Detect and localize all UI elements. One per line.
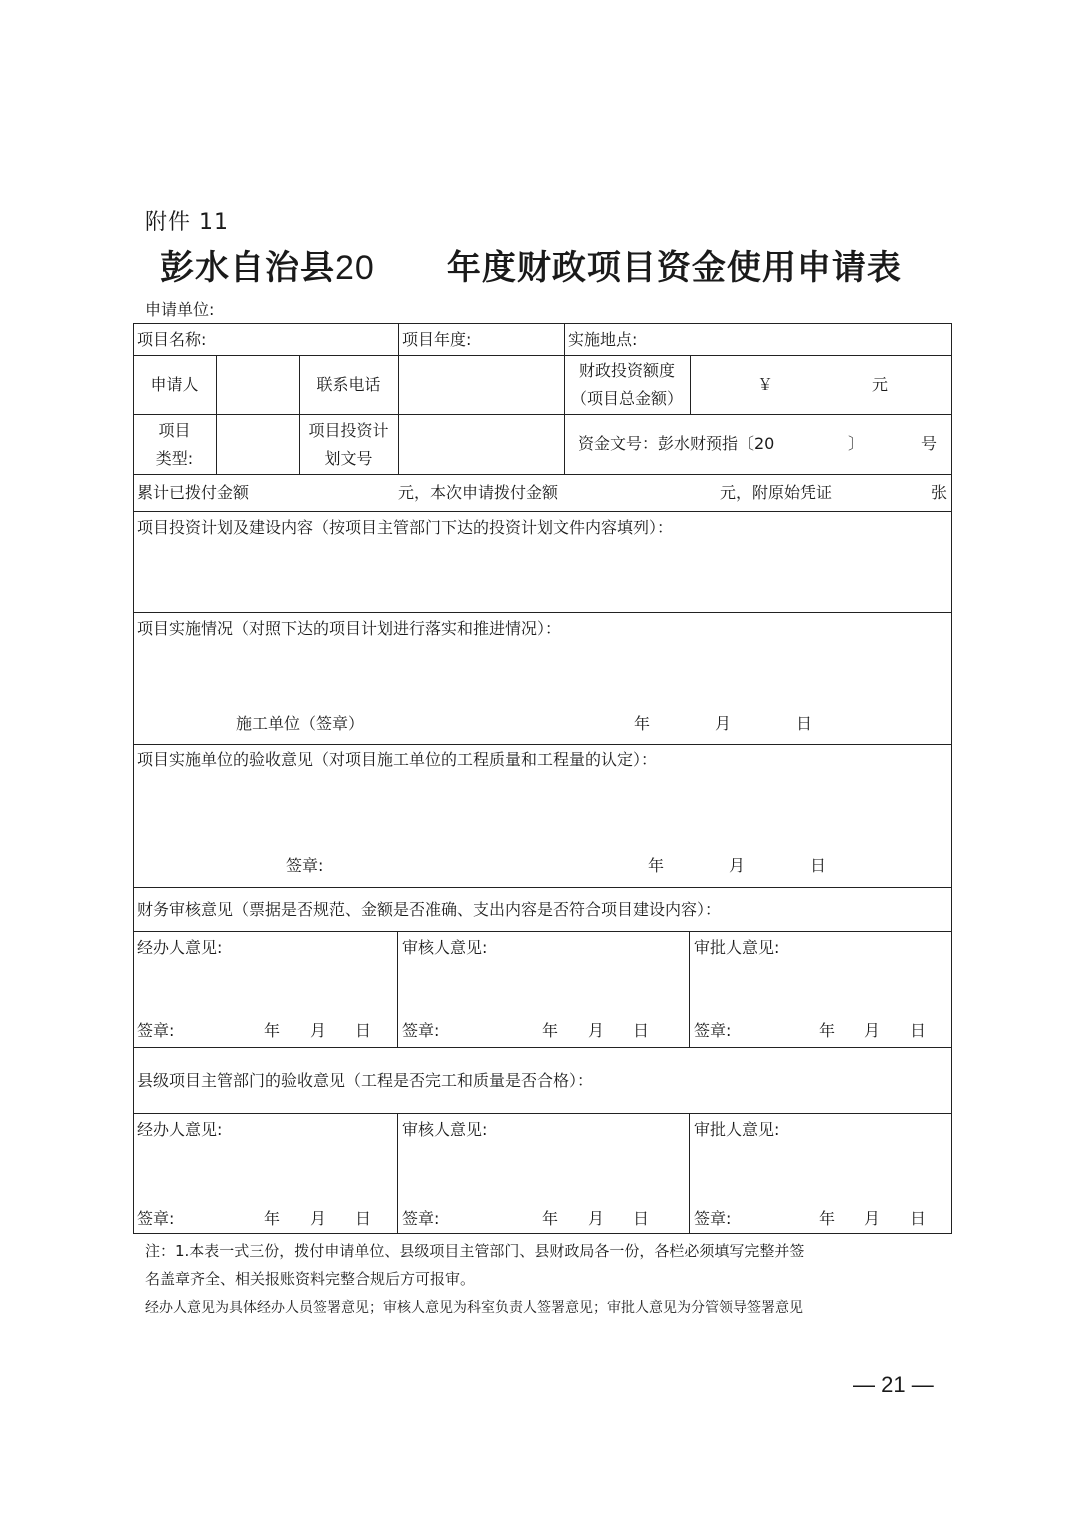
- row-divider: [133, 511, 952, 512]
- cumulative-paid-label: 累计已拨付金额: [137, 483, 250, 502]
- seal-label: 签章:: [137, 1021, 175, 1040]
- seal-label: 签章:: [286, 856, 324, 875]
- note-line-3: 经办人意见为具体经办人员签署意见；审核人意见为科室负责人签署意见；审批人意见为分管领导签署意见: [145, 1300, 803, 1316]
- fund-doc-hao: 号: [921, 434, 938, 453]
- col-divider: [398, 323, 399, 355]
- col-divider: [397, 931, 398, 1047]
- current-request-label: 元，本次申请拨付金额: [398, 483, 559, 502]
- date-year: 年: [542, 1021, 559, 1040]
- county-acceptance-label: 县级项目主管部门的验收意见（工程是否完工和质量是否合格）：: [137, 1071, 594, 1090]
- applicant-unit-label: 申请单位:: [145, 300, 215, 319]
- seal-label: 签章:: [694, 1021, 732, 1040]
- col-divider: [689, 931, 690, 1047]
- page-number: — 21 —: [853, 1372, 934, 1397]
- row-divider: [133, 931, 952, 932]
- note-line-1: 注：1.本表一式三份，拨付申请单位、县级项目主管部门、县财政局各一份，各栏必须填写完整并签: [145, 1242, 805, 1260]
- seal-label: 签章:: [137, 1209, 175, 1228]
- reviewer-opinion-label: 审核人意见:: [402, 1120, 488, 1139]
- plan-doc-line1: 项目投资计: [308, 421, 389, 440]
- seal-label: 签章:: [402, 1209, 440, 1228]
- row-divider: [133, 1047, 952, 1048]
- approver-opinion-label: 审批人意见:: [694, 1120, 780, 1139]
- date-month: 月: [729, 856, 746, 875]
- col-divider: [689, 1113, 690, 1234]
- date-year: 年: [819, 1021, 836, 1040]
- date-month: 月: [310, 1021, 327, 1040]
- fund-doc-close-bracket: 〕: [848, 434, 865, 453]
- approver-opinion-label: 审批人意见:: [694, 938, 780, 957]
- attachment-label: 附件 11: [145, 210, 229, 235]
- date-day: 日: [355, 1021, 372, 1040]
- amount-label-line2: （项目总金额）: [570, 389, 683, 408]
- reviewer-opinion-label: 审核人意见:: [402, 938, 488, 957]
- date-month: 月: [310, 1209, 327, 1228]
- handler-opinion-label: 经办人意见:: [137, 938, 223, 957]
- date-year: 年: [264, 1021, 281, 1040]
- row-divider: [133, 355, 952, 356]
- handler-opinion-label: 经办人意见:: [137, 1120, 223, 1139]
- date-month: 月: [588, 1021, 605, 1040]
- amount-label-line1: 财政投资额度: [578, 361, 675, 380]
- seal-label: 签章:: [694, 1209, 732, 1228]
- row-divider: [133, 887, 952, 888]
- title-right: 年度财政项目资金使用申请表: [446, 248, 902, 288]
- page-title: [160, 240, 902, 289]
- location-label: 实施地点:: [568, 330, 638, 349]
- yuan-unit: 元: [872, 375, 889, 394]
- acceptance-label: 项目实施单位的验收意见（对项目施工单位的工程质量和工程量的认定）：: [137, 750, 658, 769]
- seal-label: 签章:: [402, 1021, 440, 1040]
- date-year: 年: [648, 856, 665, 875]
- title-year: 20: [335, 249, 375, 287]
- col-divider: [397, 1113, 398, 1234]
- date-year: 年: [542, 1209, 559, 1228]
- implementation-label: 项目实施情况（对照下达的项目计划进行落实和推进情况）：: [137, 619, 562, 638]
- plan-content-label: 项目投资计划及建设内容（按项目主管部门下达的投资计划文件内容填列）：: [137, 518, 674, 537]
- title-left: 彭水自治县: [160, 248, 335, 288]
- col-divider: [690, 355, 691, 414]
- date-month: 月: [588, 1209, 605, 1228]
- row-divider: [133, 612, 952, 613]
- voucher-unit: 张: [931, 483, 948, 502]
- col-divider: [398, 355, 399, 474]
- col-divider: [216, 355, 217, 474]
- date-year: 年: [264, 1209, 281, 1228]
- date-month: 月: [864, 1021, 881, 1040]
- finance-review-label: 财务审核意见（票据是否规范、金额是否准确、支出内容是否符合项目建设内容）：: [137, 900, 722, 919]
- date-month: 月: [864, 1209, 881, 1228]
- date-day: 日: [355, 1209, 372, 1228]
- phone-label: 联系电话: [316, 375, 381, 394]
- note-line-2: 名盖章齐全、相关报账资料完整合规后方可报审。: [145, 1270, 476, 1288]
- construction-unit-seal: 施工单位（签章）: [236, 714, 365, 733]
- row-divider: [133, 744, 952, 745]
- applicant-label: 申请人: [150, 375, 199, 394]
- row-divider: [133, 474, 952, 475]
- date-month: 月: [715, 714, 732, 733]
- date-day: 日: [910, 1209, 927, 1228]
- project-year-label: 项目年度:: [402, 330, 472, 349]
- project-name-label: 项目名称:: [137, 330, 207, 349]
- fund-doc-label: 资金文号：彭水财预指〔20: [578, 434, 775, 453]
- project-type-line2: 类型:: [155, 449, 194, 468]
- date-year: 年: [819, 1209, 836, 1228]
- plan-doc-line2: 划文号: [324, 449, 373, 468]
- row-divider: [133, 1113, 952, 1114]
- project-type-line1: 项目: [158, 421, 191, 440]
- date-year: 年: [634, 714, 651, 733]
- date-day: 日: [910, 1021, 927, 1040]
- date-day: 日: [633, 1209, 650, 1228]
- date-day: 日: [810, 856, 827, 875]
- date-day: 日: [796, 714, 813, 733]
- form-table: [133, 323, 952, 1234]
- attached-vouchers-label: 元，附原始凭证: [720, 483, 833, 502]
- yen-sign: ￥: [757, 375, 774, 394]
- date-day: 日: [633, 1021, 650, 1040]
- row-divider: [133, 414, 952, 415]
